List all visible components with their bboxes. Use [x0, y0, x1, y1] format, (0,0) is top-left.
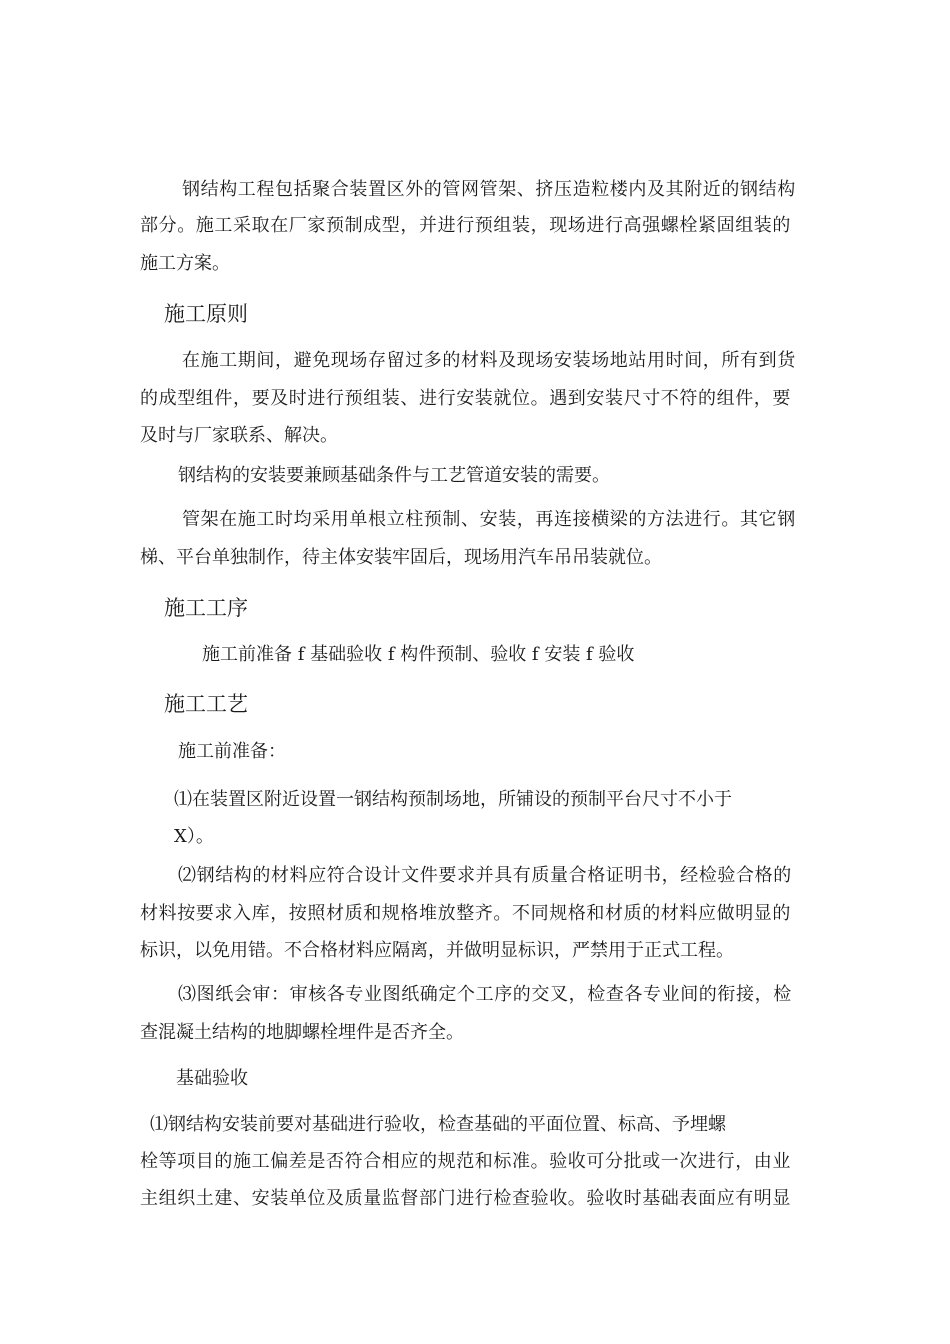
foundation-1-line-1: ⑴钢结构安装前要对基础进行验收，检查基础的平面位置、标高、予埋螺	[150, 1114, 726, 1135]
intro-line-3: 施工方案。	[140, 253, 230, 274]
prep-1-line-1: ⑴在装置区附近设置一钢结构预制场地，所铺设的预制平台尺寸不小于	[174, 789, 732, 810]
prep-1-line-2: X）。	[174, 826, 214, 847]
principle-p1-line-3: 及时与厂家联系、解决。	[140, 425, 338, 446]
heading-sequence: 施工工序	[164, 596, 248, 620]
heading-process: 施工工艺	[164, 692, 248, 716]
prep-3-line-1: ⑶图纸会审：审核各专业图纸确定个工序的交叉，检查各专业间的衔接，检	[178, 984, 792, 1005]
principle-p2: 钢结构的安装要兼顾基础条件与工艺管道安装的需要。	[178, 465, 610, 486]
principle-p1-line-1: 在施工期间，避免现场存留过多的材料及现场安装场地站用时间，所有到货	[182, 350, 796, 371]
prep-2-line-3: 标识，以免用错。不合格材料应隔离，并做明显标识，严禁用于正式工程。	[140, 940, 734, 961]
foundation-heading: 基础验收	[176, 1068, 248, 1089]
prep-3-line-2: 查混凝土结构的地脚螺栓埋件是否齐全。	[140, 1022, 464, 1043]
heading-principle: 施工原则	[164, 302, 248, 326]
foundation-1-line-2: 栓等项目的施工偏差是否符合相应的规范和标准。验收可分批或一次进行，由业	[140, 1151, 791, 1172]
prep-2-line-1: ⑵钢结构的材料应符合设计文件要求并具有质量合格证明书，经检验合格的	[178, 865, 792, 886]
intro-line-1: 钢结构工程包括聚合装置区外的管网管架、挤压造粒楼内及其附近的钢结构	[182, 179, 796, 200]
principle-p3-line-2: 梯、平台单独制作，待主体安装牢固后，现场用汽车吊吊装就位。	[140, 547, 662, 568]
prep-heading: 施工前准备：	[178, 741, 286, 762]
sequence-line: 施工前准备 f 基础验收 f 构件预制、验收 f 安装 f 验收	[202, 644, 635, 665]
principle-p1-line-2: 的成型组件，要及时进行预组装、进行安装就位。遇到安装尺寸不符的组件，要	[140, 388, 791, 409]
foundation-1-line-3: 主组织土建、安装单位及质量监督部门进行检查验收。验收时基础表面应有明显	[140, 1188, 791, 1209]
intro-line-2: 部分。施工采取在厂家预制成型，并进行预组装，现场进行高强螺栓紧固组装的	[140, 215, 791, 236]
principle-p3-line-1: 管架在施工时均采用单根立柱预制、安装，再连接横梁的方法进行。其它钢	[182, 509, 796, 530]
prep-2-line-2: 材料按要求入库，按照材质和规格堆放整齐。不同规格和材质的材料应做明显的	[140, 903, 791, 924]
